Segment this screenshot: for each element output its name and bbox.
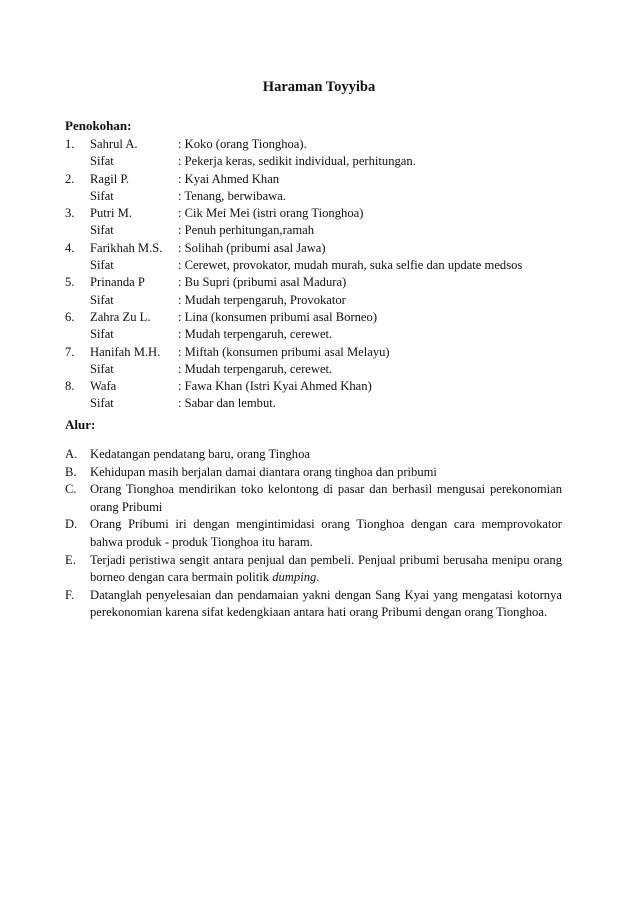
cast-trait: : Sabar dan lembut. <box>178 396 276 411</box>
plot-item <box>65 516 562 551</box>
cast-role: : Miftah (konsumen pribumi asal Melayu) <box>178 344 390 359</box>
cast-row <box>65 240 585 257</box>
cast-role: : Kyai Ahmed Khan <box>178 171 280 186</box>
cast-role: : Cik Mei Mei (istri orang Tionghoa) <box>178 206 364 221</box>
plot-text <box>90 553 562 585</box>
trait-label: Sifat <box>90 327 114 342</box>
cast-role: : Koko (orang Tionghoa). <box>178 137 307 151</box>
trait-label: Sifat <box>90 361 114 376</box>
cast-name: Farikhah M.S. <box>90 240 163 255</box>
cast-number: 2. <box>65 171 75 186</box>
cast-trait-row <box>65 292 585 309</box>
cast-role: : Lina (konsumen pribumi asal Borneo) <box>178 309 378 324</box>
trait-label: Sifat <box>90 396 114 411</box>
cast-number: 8. <box>65 379 75 394</box>
cast-row <box>65 205 585 222</box>
plot-item <box>65 481 562 516</box>
cast-number: 4. <box>65 240 75 255</box>
cast-role: : Bu Supri (pribumi asal Madura) <box>178 275 347 290</box>
plot-item <box>65 552 562 587</box>
plot-text: Kedatangan pendatang baru, orang Tinghoa <box>90 447 310 461</box>
cast-trait-row <box>65 257 585 274</box>
plot-item <box>65 446 562 464</box>
plot-text: Orang Tionghoa mendirikan toko kelontong di pasar dan berhasil mengusai perekonomian orang Pribumi <box>90 482 562 514</box>
cast-number: 5. <box>65 275 75 290</box>
trait-label: Sifat <box>90 154 114 169</box>
plot-text-main: Terjadi peristiwa sengit antara penjual dan pembeli. Penjual pribumi berusaha menipu orang borneo dengan cara bermain politik <box>90 552 562 585</box>
cast-trait: : Tenang, berwibawa. <box>178 188 286 203</box>
plot-item <box>65 587 562 622</box>
cast-row <box>65 274 585 291</box>
plot-heading: Alur: <box>65 417 96 432</box>
cast-name: Wafa <box>90 379 117 394</box>
plot-letter: A. <box>65 447 78 461</box>
plot-letter: E. <box>65 552 76 567</box>
plot-text-tail: . <box>316 570 320 585</box>
cast-trait-row <box>65 222 585 239</box>
cast-trait-row <box>65 153 585 170</box>
cast-name: Zahra Zu L. <box>90 309 151 324</box>
cast-name: Putri M. <box>90 206 132 221</box>
cast-number: 7. <box>65 344 75 359</box>
cast-name: Prinanda P <box>90 275 145 290</box>
cast-trait: : Mudah terpengaruh, cerewet. <box>178 327 333 342</box>
cast-role: : Fawa Khan (Istri Kyai Ahmed Khan) <box>178 379 372 394</box>
cast-row <box>65 344 585 361</box>
trait-label: Sifat <box>90 188 114 203</box>
cast-trait-row <box>65 326 585 343</box>
document-title: Haraman Toyyiba <box>262 79 376 95</box>
cast-trait: : Pekerja keras, sedikit individual, perhitungan. <box>178 154 416 169</box>
cast-name: Ragil P. <box>90 171 130 186</box>
cast-row <box>65 378 585 395</box>
plot-letter: B. <box>65 464 77 479</box>
cast-number: 6. <box>65 309 75 324</box>
trait-label: Sifat <box>90 223 114 238</box>
cast-row <box>65 171 585 188</box>
trait-label: Sifat <box>90 258 114 273</box>
cast-trait: : Penuh perhitungan,ramah <box>178 223 315 238</box>
plot-text: Orang Pribumi iri dengan mengintimidasi orang Tionghoa dengan cara memprovokator bahwa produk - produk Tionghoa itu haram. <box>90 517 562 549</box>
plot-list <box>65 446 562 622</box>
cast-name: Hanifah M.H. <box>90 344 161 359</box>
cast-trait: : Mudah terpengaruh, Provokator <box>178 292 346 307</box>
cast-trait-row <box>65 188 585 205</box>
plot-item <box>65 464 562 482</box>
plot-text: Kehidupan masih berjalan damai diantara orang tinghoa dan pribumi <box>90 464 437 479</box>
cast-role: : Solihah (pribumi asal Jawa) <box>178 240 326 255</box>
plot-emphasis: dumping <box>272 570 317 585</box>
cast-trait-row <box>65 361 585 378</box>
plot-text: Datanglah penyelesaian dan pendamaian yakni dengan Sang Kyai yang mengatasi kotornya perekonomian karena sifat kedengkiaan antara hati orang Pribumi dengan orang Tionghoa. <box>90 587 562 620</box>
cast-trait: : Cerewet, provokator, mudah murah, suka selfie dan update medsos <box>178 258 523 273</box>
cast-name: Sahrul A. <box>90 137 138 151</box>
plot-letter: C. <box>65 482 77 497</box>
cast-number: 3. <box>65 206 75 221</box>
trait-label: Sifat <box>90 292 114 307</box>
cast-list <box>65 136 585 413</box>
plot-letter: D. <box>65 517 78 532</box>
cast-trait-row <box>65 395 585 412</box>
cast-trait: : Mudah terpengaruh, cerewet. <box>178 361 333 376</box>
plot-letter: F. <box>65 587 75 602</box>
cast-row <box>65 309 585 326</box>
cast-heading: Penokohan: <box>65 118 132 133</box>
cast-row <box>65 136 585 153</box>
cast-number: 1. <box>65 137 75 151</box>
